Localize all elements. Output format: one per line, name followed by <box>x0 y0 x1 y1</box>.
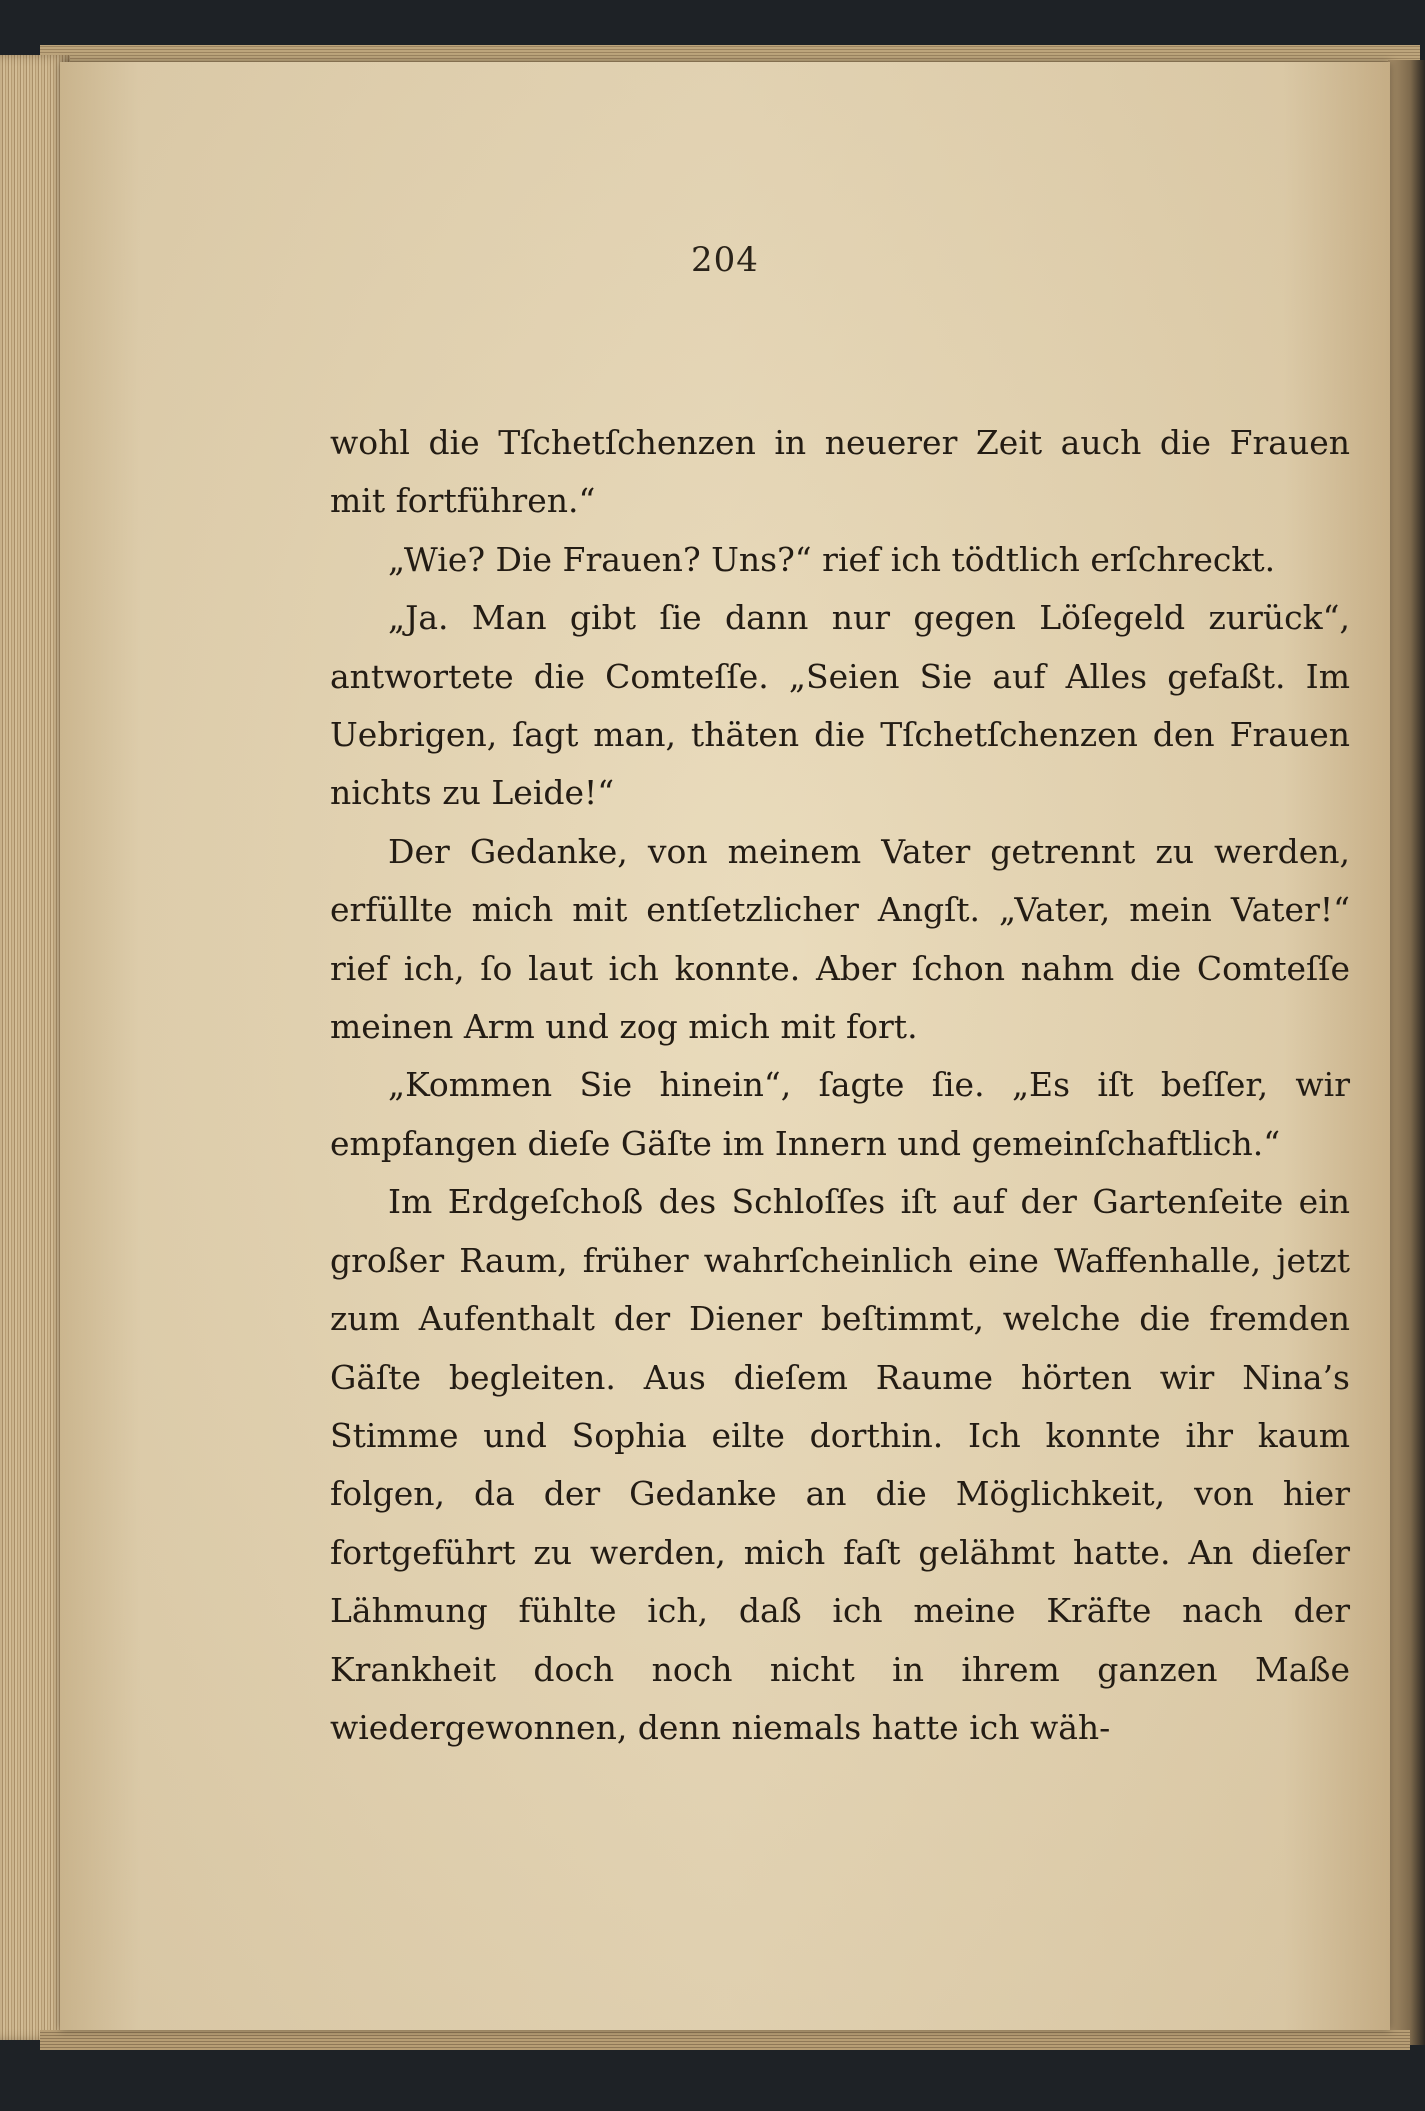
page-text <box>330 414 1350 1757</box>
book-gutter <box>1388 60 1425 2045</box>
page-number: 204 <box>691 240 759 280</box>
paragraph-2: „Wie? Die Frauen? Uns?“ rief ich tödtlich erſchreckt. <box>388 539 1276 579</box>
book-bottom-edge <box>40 2030 1410 2050</box>
paragraph-1: wohl die Tſchetſchenzen in neuerer Zeit auch die Frauen mit fortführen.“ <box>330 423 1350 521</box>
paragraph-4: Der Gedanke, von meinem Vater getrennt zu werden, erfüllte mich mit entſetzlicher Angſt. „Vater, mein Vater!“ rief ich, ſo laut ich konnte. Aber ſchon nahm die Comteſſe meinen Arm und zog mich mit fort. <box>330 831 1350 1047</box>
paragraph-5: „Kommen Sie hinein“, ſagte ſie. „Es iſt beſſer, wir empfangen dieſe Gäſte im Innern und gemeinſchaftlich.“ <box>330 1065 1350 1163</box>
paragraph-3: „Ja. Man gibt ſie dann nur gegen Löſegeld zurück“, antwortete die Comteſſe. „Seien Sie auf Alles gefaßt. Im Uebrigen, ſagt man, thäten die Tſchetſchenzen den Frauen nichts zu Leide!“ <box>330 598 1350 813</box>
book-page <box>60 62 1390 2030</box>
paragraph-6: Im Erdgeſchoß des Schloſſes iſt auf der Gartenſeite ein großer Raum, früher wahrſcheinlich eine Waffenhalle, jetzt zum Aufenthalt der Diener beſtimmt, welche die fremden Gäſte begleiten. Aus dieſem Raume hörten wir Nina’s Stimme und Sophia eilte dorthin. Ich konnte ihr kaum folgen, da der Gedanke an die Möglichkeit, von hier fortgeführt zu werden, mich faſt gelähmt hatte. An dieſer Lähmung fühlte ich, daß ich meine Kräfte nach der Krankheit doch noch nicht in ihrem ganzen Maße wiedergewonnen, denn niemals hatte ich wäh- <box>330 1182 1350 1747</box>
